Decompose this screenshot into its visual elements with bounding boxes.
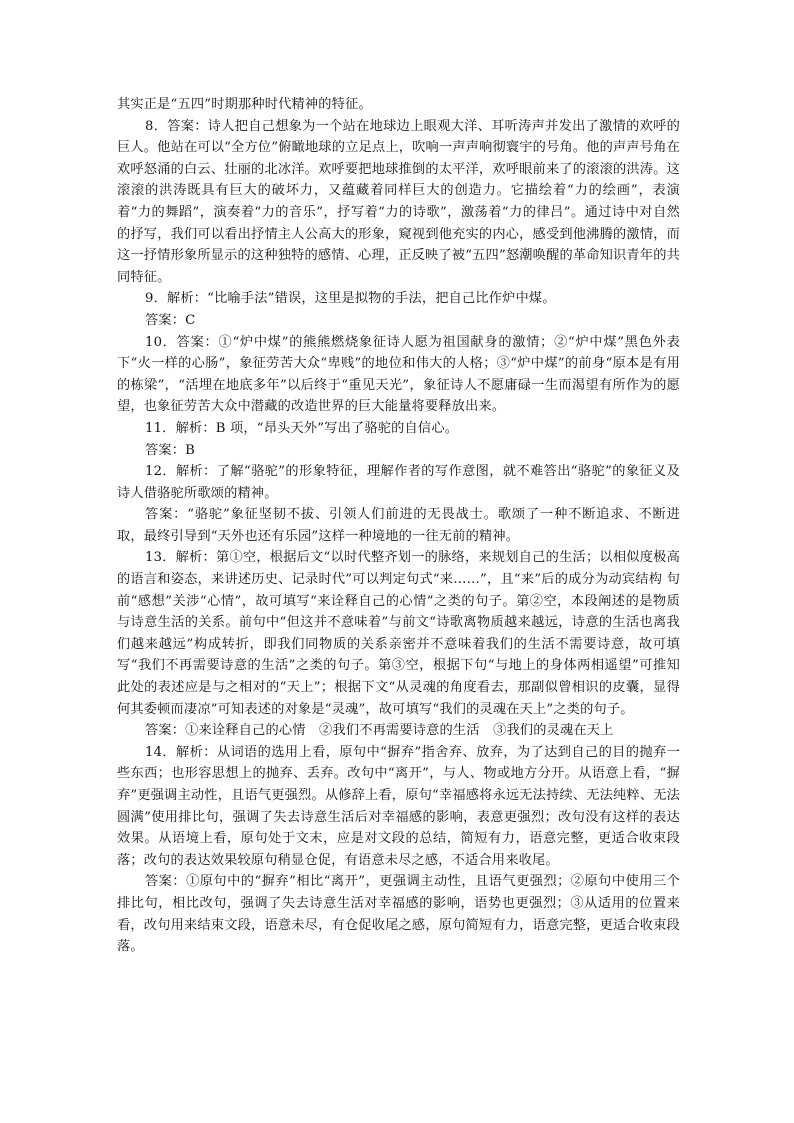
paragraph-text: B <box>185 442 196 458</box>
analysis-label: 9．解析： <box>145 291 208 307</box>
document-page <box>117 94 680 958</box>
answer-8 <box>117 116 680 289</box>
answer-label: 答案： <box>145 507 188 523</box>
paragraph-text: 其实正是“五四”时期那种时代精神的特征。 <box>117 97 372 112</box>
answer-10 <box>117 332 680 418</box>
paragraph-text: ①来诠释自己的心情 ②我们不再需要诗意的生活 ③我们的灵魂在天上 <box>185 723 614 739</box>
analysis-label: 14．解析： <box>145 744 217 760</box>
paragraph-text: “比喻手法”错误，这里是拟物的手法，把自己比作炉中煤。 <box>207 291 556 307</box>
analysis-14 <box>117 742 680 872</box>
paragraph-text: ①原句中的“摒弃”相比“离开”，更强调主动性，且语气更强烈；②原句中使用三个排比句，相比改句，强调了失去诗意生活对幸福感的影响，语势也更强烈；③从适用的位置来看，改句用来结束文段，语意未尽，有仓促收尾之感，原句简短有力，语意完整，更适合收束段落。 <box>117 874 680 955</box>
answer-13 <box>117 720 680 742</box>
answer-label: 答案： <box>145 723 186 739</box>
paragraph-text: C <box>185 312 196 328</box>
analysis-12 <box>117 461 680 504</box>
analysis-9 <box>117 288 680 310</box>
answer-label: 答案： <box>145 312 186 328</box>
answer-label: 10．答案： <box>145 334 219 350</box>
answer-14 <box>117 871 680 957</box>
paragraph-text: ①“炉中煤”的熊熊燃烧象征诗人愿为祖国献身的激情；②“炉中煤”黑色外表下“火一样的心肠”，象征劳苦大众“卑贱”的地位和伟大的人格；③“炉中煤”的前身“原本是有用的栋梁”，“活埋在地底多年”以后终于“重见天光”，象征诗人不愿庸碌一生而渴望有所作为的愿望，也象征劳苦大众中潜藏的改造世界的巨大能量将要释放出来。 <box>117 334 681 415</box>
paragraph-text: 了解“骆驼”的形象特征，理解作者的写作意图，就不难答出“骆驼”的象征义及诗人借骆驼所歌颂的精神。 <box>117 464 680 501</box>
analysis-label: 11．解析： <box>145 420 216 436</box>
paragraph-text: 诗人把自己想象为一个站在地球边上眼观大洋、耳听涛声并发出了激情的欢呼的巨人。他站在可以“全方位”俯瞰地球的立足点上，吹响一声声响彻寰宇的号角。他的声声号角在欢呼怒涌的白云、壮丽的北冰洋。欢呼要把地球推倒的太平洋，欢呼眼前来了的滚滚的洪涛。这滚滚的洪涛既具有巨大的破坏力，又蕴藏着同样巨大的创造力。它描绘着“力的绘画”，表演着“力的舞蹈”，演奏着“力的音乐”，抒写着“力的诗歌”，激荡着“力的律吕”。通过诗中对自然的抒写，我们可以看出抒情主人公高大的形象，窥视到他充实的内心，感受到他沸腾的激情，而这一抒情形象所显示的这种独特的感情、心理，正反映了被“五四”怒潮唤醒的革命知识青年的共同特征。 <box>117 118 681 285</box>
analysis-11 <box>117 418 680 440</box>
paragraph-text: 从词语的选用上看，原句中“摒弃”指舍弃、放弃，为了达到自己的目的抛弃一些东西；也形容思想上的抛弃、丢弃。改句中“离开”，与人、物或地方分开。从语意上看，“摒弃”更强调主动性，且语气更强烈。从修辞上看，原句“幸福感将永远无法持续、无法纯粹、无法圆满”使用排比句，强调了失去诗意生活后对幸福感的影响，表意更强烈；改句没有这样的表达效果。从语境上看，原句处于文末，应是对文段的总结，简短有力，语意完整，更适合收束段落；改句的表达效果较原句稍显仓促，有语意未尽之感，不适合用来收尾。 <box>117 744 681 868</box>
answer-9 <box>117 310 680 332</box>
answer-12 <box>117 504 680 547</box>
answer-label: 答案： <box>145 442 186 458</box>
paragraph-continuation <box>117 94 680 116</box>
answer-label: 答案： <box>145 874 187 890</box>
analysis-13 <box>117 547 680 720</box>
analysis-label: 12．解析： <box>145 464 217 480</box>
paragraph-text: B 项，“昂头天外”写出了骆驼的自信心。 <box>215 420 459 436</box>
paragraph-text: “骆驼”象征坚韧不拔、引领人们前进的无畏战士。歌颂了一种不断追求、不断进取，最终引导到“天外也还有乐园”这样一种境地的一往无前的精神。 <box>117 507 680 544</box>
answer-11 <box>117 440 680 462</box>
answer-label: 8．答案： <box>145 118 208 134</box>
analysis-label: 13．解析： <box>145 550 217 566</box>
paragraph-text: 第①空，根据后文“以时代整齐划一的脉络，来规划自己的生活；以相似度极高的语言和姿态，来讲述历史、记录时代”可以判定句式“来……”，且“来”后的成分为动宾结构 句前“感想”关涉“心情”，故可填写“来诠释自己的心情”之类的句子。第②空，本段阐述的是物质与诗意生活的关系。前句中“但这并不意味着”与前文“诗歌离物质越来越远，诗意的生活也离我们越来越远”构成转折，即我们同物质的关系亲密并不意味着我们的生活不需要诗意，故可填写“我们不再需要诗意的生活”之类的句子。第③空，根据下句“与地上的身体两相遥望”可推知此处的表述应是与之相对的“天上”；根据下文“从灵魂的角度看去，那副似曾相识的皮囊，显得何其委顿而凄凉”可知表述的对象是“灵魂”，故可填写“我们的灵魂在天上”之类的句子。 <box>117 550 680 717</box>
